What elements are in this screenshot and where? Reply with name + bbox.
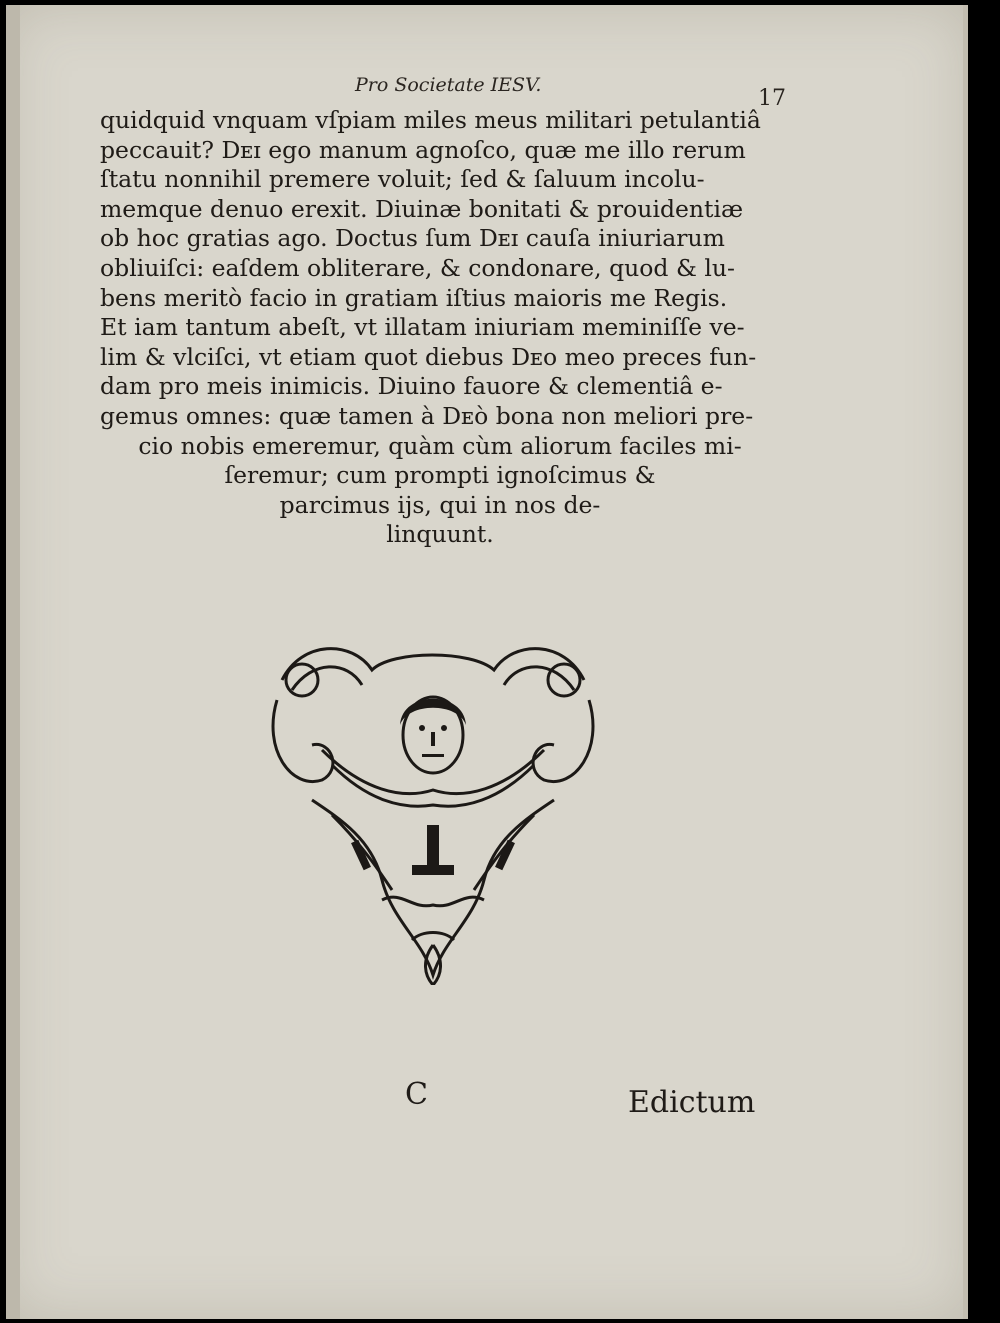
catchword: Edictum [628, 1085, 756, 1120]
running-head: Pro Societate IESV. [355, 74, 542, 96]
text-line: bens meritò facio in gratiam iſtius maioris me Regis. [100, 283, 728, 312]
page-number: 17 [758, 86, 786, 111]
text-line: memque denuo erexit. Diuinæ bonitati & prouidentiæ [100, 194, 744, 223]
text-line: linquunt. [386, 520, 494, 549]
text-line: ſeremur; cum prompti ignoſcimus & [224, 461, 656, 490]
text-line: parcimus ijs, qui in nos de- [279, 490, 601, 519]
text-line: dam pro meis inimicis. Diuino fauore & clementiâ e- [100, 372, 723, 401]
signature-mark: C [405, 1077, 428, 1112]
text-line: quidquid vnquam vſpiam miles meus militari petulantiâ [100, 106, 761, 134]
text-line: gemus omnes: quæ tamen à Dᴇò bona non meliori pre- [100, 401, 754, 430]
text-line: Et iam tantum abeſt, vt illatam iniuriam meminiſſe ve- [100, 313, 745, 342]
text-line: ob hoc gratias ago. Doctus ſum Dᴇɪ cauſa iniuriarum [100, 224, 725, 253]
cul-de-lampe-ornament [262, 640, 604, 985]
text-line: lim & vlciſci, vt etiam quot diebus Dᴇo meo preces fun- [100, 342, 757, 371]
page-gutter-shadow [6, 5, 20, 1319]
text-line: obliuiſci: eaſdem obliterare, & condonare, quod & lu- [100, 253, 735, 282]
text-line: peccauit? Dᴇɪ ego manum agnoſco, quæ me illo rerum [100, 135, 746, 164]
page-edge [963, 5, 968, 1319]
text-line: cio nobis emeremur, quàm cùm aliorum faciles mi- [138, 431, 742, 460]
text-line: ſtatu nonnihil premere voluit; ſed & ſaluum incolu- [100, 165, 705, 194]
body-text [100, 106, 780, 550]
